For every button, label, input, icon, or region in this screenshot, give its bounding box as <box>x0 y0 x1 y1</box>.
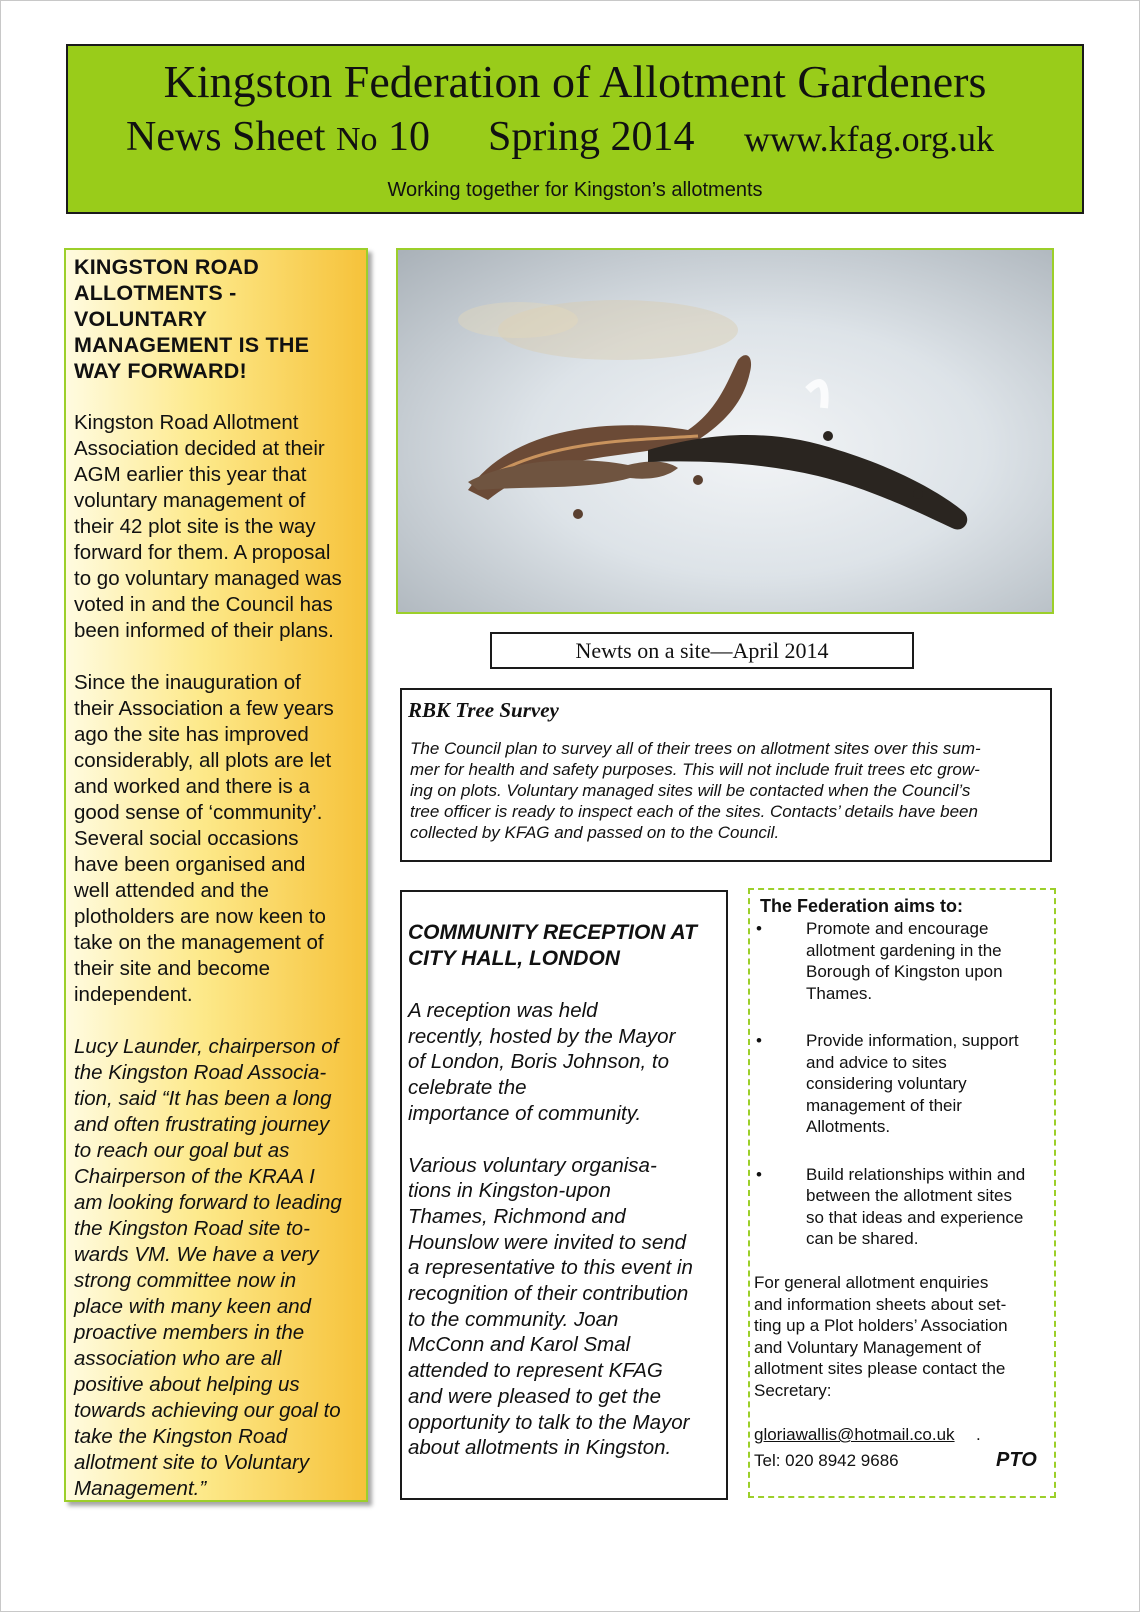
text-line: have been organised and <box>74 853 306 876</box>
secretary-telephone: Tel: 020 8942 9686 <box>754 1451 899 1470</box>
text-line: recently, hosted by the Mayor <box>408 1024 676 1048</box>
text-line: management of their <box>806 1095 962 1115</box>
aims-list-item <box>750 1164 1050 1250</box>
text-line: importance of community. <box>408 1101 642 1125</box>
text-line: Thames. <box>806 983 873 1003</box>
text-line: Chairperson of the KRAA I <box>74 1165 315 1188</box>
text-line: ago the site has improved <box>74 723 309 746</box>
heading-line: CITY HALL, LONDON <box>408 947 620 970</box>
text-line: Various voluntary organisa- <box>408 1153 657 1177</box>
text-line: can be shared. <box>806 1229 919 1248</box>
bullet-icon: • <box>756 1031 762 1050</box>
text-line: Since the inauguration of <box>74 671 301 694</box>
heading-line: KINGSTON ROAD <box>74 255 259 279</box>
text-line: to the community. Joan <box>408 1307 619 1331</box>
text-line: recognition of their contribution <box>408 1282 689 1306</box>
aims-title: The Federation aims to: <box>760 896 964 916</box>
bullet-icon: • <box>756 1164 762 1184</box>
text-line: their 42 plot site is the way <box>74 515 316 538</box>
pto-label: PTO <box>996 1449 1037 1471</box>
text-line: Hounslow were invited to send <box>408 1230 687 1254</box>
text-line: plotholders are now keen to <box>74 905 326 928</box>
photo-caption: Newts on a site—April 2014 <box>490 632 914 669</box>
text-line: McConn and Karol Smal <box>408 1333 631 1357</box>
text-line: been informed of their plans. <box>74 619 334 642</box>
text-line: and were pleased to get the <box>408 1384 662 1408</box>
heading-line: COMMUNITY RECEPTION AT <box>408 921 697 944</box>
text-line: positive about helping us <box>74 1373 300 1396</box>
text-line: wards VM. We have a very <box>74 1243 319 1266</box>
text-line: Lucy Launder, chairperson of <box>74 1035 339 1058</box>
text-line: Provide information, support <box>806 1031 1019 1050</box>
masthead-tagline: Working together for Kingston’s allotments <box>387 179 763 201</box>
article-paragraph-1 <box>74 410 366 644</box>
kingston-road-article <box>64 248 368 1502</box>
text-line: association who are all <box>74 1347 282 1370</box>
tree-survey-box <box>400 688 1052 862</box>
text-line: tions in Kingston-upon <box>408 1179 611 1203</box>
heading-line: VOLUNTARY <box>74 307 208 331</box>
text-line: take on the management of <box>74 931 324 954</box>
text-line: towards achieving our goal to <box>74 1399 341 1422</box>
text-line: and advice to sites <box>806 1052 947 1072</box>
tree-survey-body <box>410 738 1040 843</box>
text-line: take the Kingston Road <box>74 1425 288 1448</box>
text-line: allotment sites please contact the <box>754 1359 1006 1378</box>
text-line: Kingston Road Allotment <box>74 411 299 434</box>
text-line: ting up a Plot holders’ Association <box>754 1316 1008 1335</box>
issue-prefix: News Sheet <box>126 114 336 160</box>
text-line: Secretary: <box>754 1380 832 1400</box>
masthead-banner <box>66 44 1084 214</box>
text-line: proactive members in the <box>74 1321 305 1344</box>
issue-no-abbrev: No <box>335 121 378 158</box>
text-line: Borough of Kingston upon <box>806 962 1003 981</box>
text-line: the Kingston Road Associa- <box>74 1061 327 1084</box>
text-line: of London, Boris Johnson, to <box>408 1050 669 1074</box>
text-line: a representative to this event in <box>408 1256 693 1280</box>
text-line: their Association a few years <box>74 697 334 720</box>
text-line: considerably, all plots are let <box>74 749 332 772</box>
text-line: about allotments in Kingston. <box>408 1436 672 1460</box>
article-heading <box>74 254 366 384</box>
heading-line: ALLOTMENTS - <box>74 281 237 305</box>
heading-line: MANAGEMENT IS THE <box>74 333 310 357</box>
text-line: Several social occasions <box>74 827 299 850</box>
text-line: voted in and the Council has <box>74 593 333 616</box>
text-line: the Kingston Road site to- <box>74 1217 310 1240</box>
heading-line: WAY FORWARD! <box>74 359 247 383</box>
contact-info <box>754 1272 1052 1401</box>
text-line: and worked and there is a <box>74 775 310 798</box>
article-paragraph-2 <box>74 670 366 1008</box>
issue-label <box>126 112 430 165</box>
text-line: attended to represent KFAG <box>408 1359 663 1383</box>
reception-heading <box>408 920 724 972</box>
issue-number: 10 <box>377 114 431 160</box>
federation-aims-box <box>748 888 1056 1498</box>
text-line: forward for them. A proposal <box>74 541 331 564</box>
text-line: considering voluntary <box>806 1074 967 1093</box>
text-line: Association decided at their <box>74 437 325 460</box>
text-line: so that ideas and experience <box>806 1207 1024 1227</box>
text-line: well attended and the <box>74 879 269 902</box>
community-reception-box <box>400 890 728 1500</box>
text-line: AGM earlier this year that <box>74 463 307 486</box>
text-line: A reception was held <box>408 999 598 1022</box>
text-line: and Voluntary Management of <box>754 1337 981 1357</box>
tree-survey-title: RBK Tree Survey <box>408 698 559 722</box>
text-line: collected by KFAG and passed on to the Council. <box>410 823 780 842</box>
text-line: independent. <box>74 983 193 1006</box>
text-line: place with many keen and <box>74 1295 312 1318</box>
text-line: Allotments. <box>806 1117 891 1136</box>
text-line: to go voluntary managed was <box>74 567 342 590</box>
text-line: voluntary management of <box>74 489 306 512</box>
text-line: Build relationships within and <box>806 1164 1026 1184</box>
issue-season: Spring 2014 <box>488 114 695 160</box>
secretary-email-link[interactable]: gloriawallis@hotmail.co.uk <box>754 1425 955 1444</box>
text-line: Promote and encourage <box>806 919 989 938</box>
newts-photo <box>396 248 1054 614</box>
text-line: allotment gardening in the <box>806 940 1002 960</box>
text-line: and information sheets about set- <box>754 1294 1007 1314</box>
text-line: tion, said “It has been a long <box>74 1087 332 1110</box>
text-line: strong committee now in <box>74 1269 297 1292</box>
email-period: . <box>976 1425 981 1444</box>
text-line: celebrate the <box>408 1076 527 1100</box>
aims-list-item <box>750 918 1050 1004</box>
text-line: ing on plots. Voluntary managed sites will be contacted when the Council’s <box>410 781 971 800</box>
aims-list <box>750 918 1050 1276</box>
reception-paragraph-1 <box>408 998 724 1127</box>
text-line: their site and become <box>74 957 271 980</box>
aims-list-item <box>750 1030 1050 1138</box>
text-line: am looking forward to leading <box>74 1191 342 1214</box>
website-link[interactable]: www.kfag.org.uk <box>744 119 994 159</box>
text-line: mer for health and safety purposes. This will not include fruit trees etc grow- <box>410 760 980 779</box>
text-line: Management.” <box>74 1477 207 1500</box>
reception-paragraph-2 <box>408 1153 724 1461</box>
text-line: and often frustrating journey <box>74 1113 330 1136</box>
chairperson-quote <box>74 1034 366 1502</box>
text-line: to reach our goal but as <box>74 1139 290 1162</box>
text-line: The Council plan to survey all of their trees on allotment sites over this sum- <box>410 739 981 758</box>
text-line: between the allotment sites <box>806 1186 1013 1205</box>
masthead-title: Kingston Federation of Allotment Gardeners <box>163 56 987 107</box>
text-line: For general allotment enquiries <box>754 1273 989 1292</box>
bullet-icon: • <box>756 919 762 938</box>
text-line: allotment site to Voluntary <box>74 1451 310 1474</box>
text-line: Thames, Richmond and <box>408 1204 626 1228</box>
text-line: good sense of ‘community’. <box>74 801 323 824</box>
newts-illustration <box>398 250 1052 612</box>
text-line: tree officer is ready to inspect each of the sites. Contacts’ details have been <box>410 802 978 821</box>
text-line: opportunity to talk to the Mayor <box>408 1410 690 1434</box>
